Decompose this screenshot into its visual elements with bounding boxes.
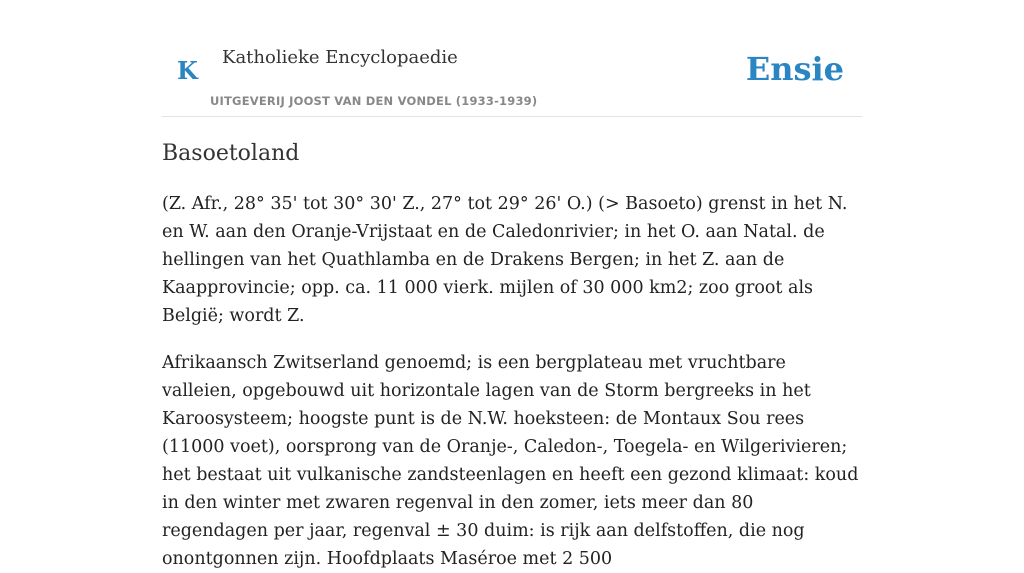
encyclopedia-title[interactable]: Katholieke Encyclopaedie [222,47,458,68]
article [162,136,862,573]
article-title: Basoetoland [162,141,300,166]
site-header [162,0,862,117]
publisher-label: UITGEVERIJ JOOST VAN DEN VONDEL (1933-1939) [210,94,538,108]
article-paragraph: (Z. Afr., 28° 35' tot 30° 30' Z., 27° tot 29° 26' O.) (> Basoeto) grenst in het N. en W. aan den Oranje-Vrijstaat en de Caledonrivier; in het O. aan Natal. de hellingen van het Quathlamba en de Drakens Bergen; in het Z. aan de Kaapprovincie; opp. ca. 11 000 vierk. mijlen of 30 000 km2; zoo groot als België; wordt Z. [162,194,848,326]
ensie-logo-link[interactable]: Ensie [745,50,844,88]
encyclopedia-logo[interactable]: K [177,56,198,85]
article-paragraph: Afrikaansch Zwitserland genoemd; is een bergplateau met vruchtbare valleien, opgebouwd uit horizontale lagen van de Storm bergreeks in het Karoosysteem; hoogste punt is de N.W. hoeksteen: de Montaux Sou rees (11000 voet), oorsprong van de Oranje-, Caledon-, Toegela- en Wilgerivieren; het bestaat uit vulkanische zandsteenlagen en heeft een gezond klimaat: koud in den winter met zwaren regenval in den zomer, iets meer dan 80 regendagen per jaar, regenval ± 30 duim: is rijk aan delfstoffen, die nog onontgonnen zijn. Hoofdplaats Maséroe met 2 500 [162,353,859,569]
